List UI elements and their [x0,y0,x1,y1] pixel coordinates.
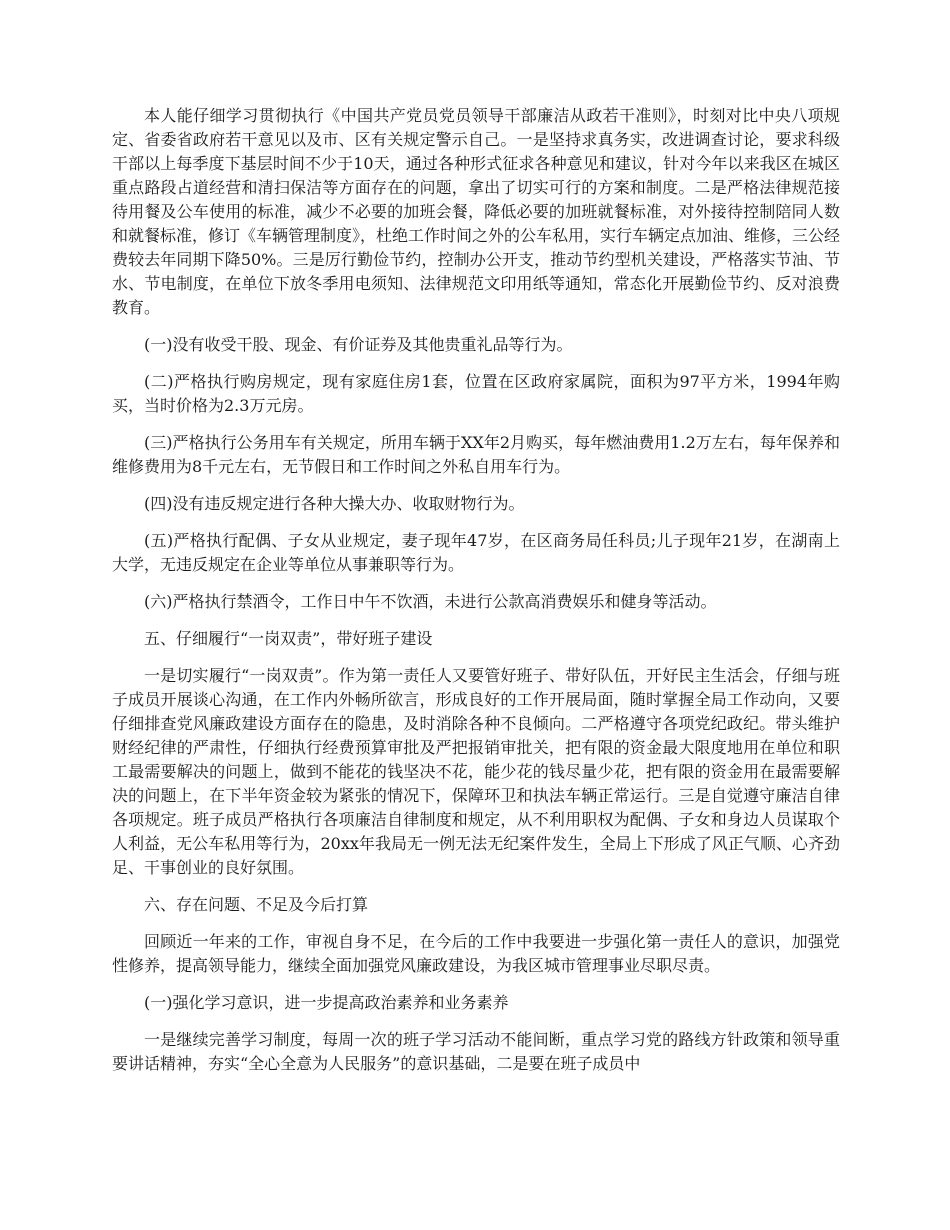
paragraph-item-1-gifts: (一)没有收受干股、现金、有价证券及其他贵重礼品等行为。 [144,335,573,354]
section-heading-5: 五、仔细履行“一岗双责”，带好班子建设 [144,629,433,648]
section-heading-6: 六、存在问题、不足及今后打算 [144,895,369,914]
paragraph-discipline-overview: 本人能仔细学习贯彻执行《中国共产党员党员领导干部廉洁从政若干准则》，时刻对比中央八项规定、省委省政府若干意见以及市、区有关规定警示自己。一是坚持求真务实，改进调查讨论，要求科级干部以上每季度下基层时间不少于10天，通过各种形式征求各种意见和建议，针对今年以来我区在城区重点路段占道经营和清扫保洁等方面存在的问题，拿出了切实可行的方案和制度。二是严格法律规范接待用餐及公车使用的标准，减少不必要的加班会餐，降低必要的加班就餐标准，对外接待控制陪同人数和就餐标准，修订《车辆管理制度》，杜绝工作时间之外的公车私用，实行车辆定点加油、维修，三公经费较去年同期下降50%。三是厉行勤俭节约，控制办公开支，推动节约型机关建设，严格落实节油、节水、节电制度，在单位下放冬季用电须知、法律规范文印用纸等通知，常态化开展勤俭节约、反对浪费教育。 [112,106,841,317]
document-body [112,104,840,1089]
subheading-study-awareness: (一)强化学习意识，进一步提高政治素养和业务素养 [144,993,509,1012]
paragraph-study-system: 一是继续完善学习制度，每周一次的班子学习活动不能间断，重点学习党的路线方针政策和领导重要讲话精神，夯实“全心全意为人民服务”的意识基础，二是要在班子成员中 [112,1030,840,1073]
paragraph-item-3-vehicle: (三)严格执行公务用车有关规定，所用车辆于XX年2月购买，每年燃油费用1.2万左右，每年保养和维修费用为8千元左右，无节假日和工作时间之外私自用车行为。 [112,433,840,476]
paragraph-dual-responsibility: 一是切实履行“一岗双责”。作为第一责任人又要管好班子、带好队伍，开好民主生活会，仔细与班子成员开展谈心沟通，在工作内外畅所欲言，形成良好的工作开展局面，随时掌握全局工作动向，又要仔细排查党风廉政建设方面存在的隐患，及时消除各种不良倾向。二严格遵守各项党纪政纪。带头维护财经纪律的严肃性，仔细执行经费预算审批及严把报销审批关，把有限的资金最大限度地用在单位和职工最需要解决的问题上，做到不能花的钱坚决不花，能少花的钱尽量少花，把有限的资金用在最需要解决的问题上，在下半年资金较为紧张的情况下，保障环卫和执法车辆正常运行。三是自觉遵守廉洁自律各项规定。班子成员严格执行各项廉洁自律制度和规定，从不利用职权为配偶、子女和身边人员谋取个人利益，无公车私用等行为，20xx年我局无一例无法无纪案件发生，全局上下形成了风正气顺、心齐劲足、干事创业的良好氛围。 [112,666,840,877]
paragraph-item-4-ceremonies: (四)没有违反规定进行各种大操大办、收取财物行为。 [144,494,525,513]
paragraph-item-6-alcohol: (六)严格执行禁酒令，工作日中午不饮酒，未进行公款高消费娱乐和健身等活动。 [144,592,717,611]
paragraph-review: 回顾近一年来的工作，审视自身不足，在今后的工作中我要进一步强化第一责任人的意识，加强党性修养，提高领导能力，继续全面加强党风廉政建设，为我区城市管理事业尽职尽责。 [112,932,840,975]
paragraph-item-2-housing: (二)严格执行购房规定，现有家庭住房1套，位置在区政府家属院，面积为97平方米，1994年购买，当时价格为2.3万元房。 [112,372,840,415]
paragraph-item-5-family: (五)严格执行配偶、子女从业规定，妻子现年47岁，在区商务局任科员;儿子现年21岁，在湖南上大学，无违反规定在企业等单位从事兼职等行为。 [112,531,840,574]
